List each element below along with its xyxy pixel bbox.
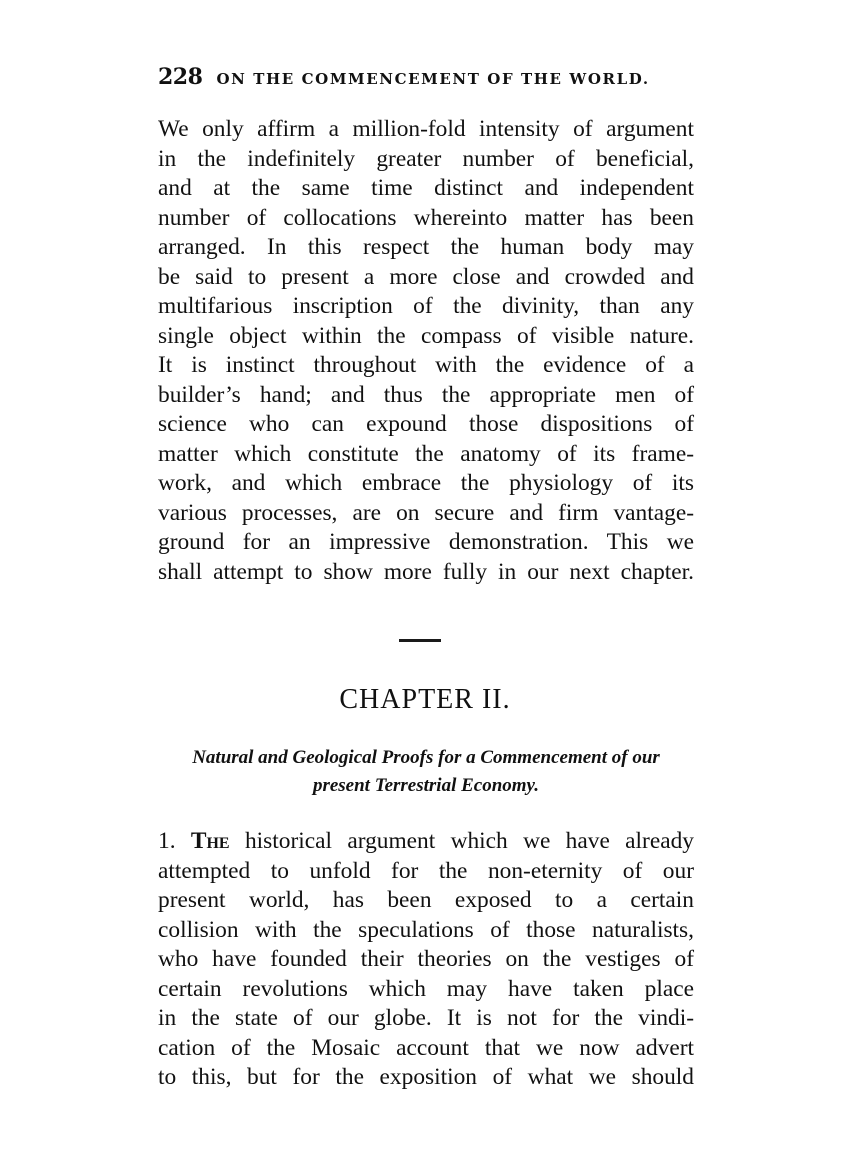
text-line xyxy=(158,827,694,857)
text-line: in the state of our globe. It is not for the vindi- xyxy=(158,1005,694,1031)
text-line: We only affirm a million-fold intensity of argument xyxy=(158,116,694,142)
text-line: various processes, are on secure and firm vantage- xyxy=(158,499,694,526)
text-line: to this, but for the exposition of what we should xyxy=(158,1064,694,1090)
text-line: work, and which embrace the physiology of its xyxy=(158,470,694,496)
text-line: arranged. In this respect the human body may xyxy=(158,234,694,260)
text-line: multifarious inscription of the divinity, than any xyxy=(158,293,694,319)
subtitle-line: present Terrestrial Economy. xyxy=(312,775,540,796)
text-line: number of collocations whereinto matter has been xyxy=(158,204,694,231)
text-line: shall attempt to show more fully in our next chapter. xyxy=(158,558,694,585)
text-line: cation of the Mosaic account that we now advert xyxy=(158,1034,694,1061)
section-number: 1. xyxy=(158,828,176,854)
running-title: ON THE COMMENCEMENT OF THE WORLD. xyxy=(216,70,650,88)
page-number: 228 xyxy=(158,64,203,90)
section-divider-rule xyxy=(399,639,441,642)
paragraph-continued xyxy=(158,115,694,587)
text-line: be said to present a more close and crowded and xyxy=(158,263,694,290)
text-line: and at the same time distinct and independent xyxy=(158,175,694,201)
running-header xyxy=(158,64,698,90)
text-line: single object within the compass of visible nature. xyxy=(158,322,694,349)
paragraph-section-1 xyxy=(158,827,694,1093)
lead-word: The xyxy=(190,828,230,854)
text-line: science who can expound those dispositions of xyxy=(158,411,694,437)
text-line: who have founded their theories on the vestiges of xyxy=(158,946,694,972)
subtitle-line: Natural and Geological Proofs for a Commencement of our xyxy=(192,747,660,768)
text-line: ground for an impressive demonstration. This we xyxy=(158,529,694,555)
text-line: attempted to unfold for the non-eternity of our xyxy=(158,857,694,884)
text-line: certain revolutions which may have taken place xyxy=(158,975,694,1002)
text-line: present world, has been exposed to a certain xyxy=(158,887,694,913)
text-line: It is instinct throughout with the evidence of a xyxy=(158,352,694,378)
chapter-subtitle xyxy=(158,744,694,800)
text-line: collision with the speculations of those naturalists, xyxy=(158,916,694,943)
chapter-heading: CHAPTER II. xyxy=(339,684,511,715)
first-line-text: historical argument which we have already xyxy=(244,828,694,854)
text-line: in the indefinitely greater number of beneficial, xyxy=(158,145,694,172)
text-line: builder’s hand; and thus the appropriate men of xyxy=(158,381,694,408)
text-line: matter which constitute the anatomy of its frame- xyxy=(158,440,694,467)
